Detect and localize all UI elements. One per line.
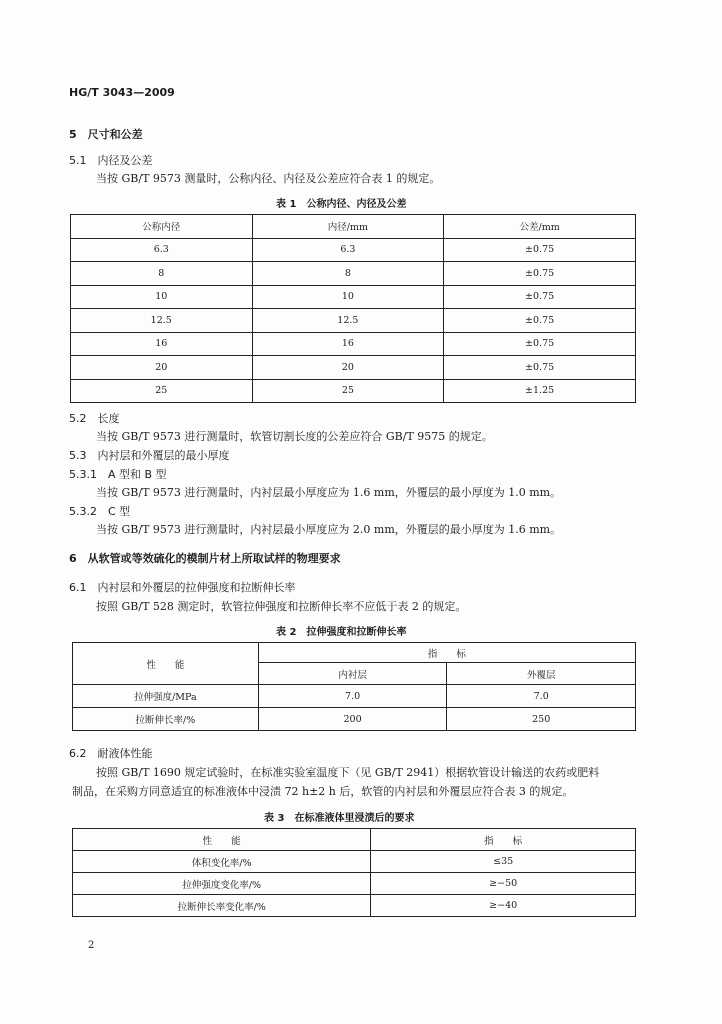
table-2-outer-layer-header: 外覆层	[447, 663, 636, 685]
section-5-3-2-title: 5.3.2 C 型	[69, 505, 131, 518]
table-cell: 12.5	[252, 309, 444, 333]
table-cell: 10	[252, 285, 444, 309]
table-cell: ±0.75	[444, 332, 636, 356]
table-cell: 20	[71, 356, 253, 380]
table-cell: ±0.75	[444, 285, 636, 309]
table-3-header-cell: 性 能	[73, 829, 371, 851]
page-number: 2	[88, 940, 95, 951]
section-5-title: 5 尺寸和公差	[69, 128, 143, 141]
table-cell: 7.0	[258, 685, 447, 708]
table-cell: ±0.75	[444, 309, 636, 333]
table-row	[73, 685, 636, 708]
section-6-2-title: 6.2 耐液体性能	[69, 747, 153, 760]
table-row	[71, 379, 636, 403]
section-6-1-title: 6.1 内衬层和外覆层的拉伸强度和拉断伸长率	[69, 581, 296, 594]
table-row	[71, 356, 636, 380]
table-cell: ≤35	[371, 851, 636, 873]
table-cell: 拉断伸长率变化率/%	[73, 895, 371, 917]
section-5-1-text: 当按 GB/T 9573 测量时，公称内径、内径及公差应符合表 1 的规定。	[96, 172, 441, 185]
section-5-1-title: 5.1 内径及公差	[69, 154, 153, 167]
table-1-header-cell: 内径/mm	[252, 215, 444, 239]
section-6-2-text-line-1: 按照 GB/T 1690 规定试验时，在标准实验室温度下（见 GB/T 2941）根据软管设计输送的农药或肥料	[96, 766, 600, 779]
table-cell: 拉伸强度/MPa	[73, 685, 259, 708]
table-cell: 8	[252, 262, 444, 286]
table-cell: ≥−40	[371, 895, 636, 917]
table-cell: ±0.75	[444, 356, 636, 380]
section-6-1-text: 按照 GB/T 528 测定时，软管拉伸强度和拉断伸长率不应低于表 2 的规定。	[96, 600, 467, 613]
table-1-header-cell: 公差/mm	[444, 215, 636, 239]
table-row	[73, 873, 636, 895]
table-3-header-cell: 指 标	[371, 829, 636, 851]
table-3	[72, 828, 636, 917]
table-cell: 200	[258, 708, 447, 731]
table-3-caption: 表 3 在标准液体里浸渍后的要求	[264, 813, 415, 824]
table-row	[73, 895, 636, 917]
table-cell: 25	[252, 379, 444, 403]
table-cell: 16	[71, 332, 253, 356]
table-cell: 25	[71, 379, 253, 403]
standard-number: HG/T 3043—2009	[69, 86, 175, 99]
section-5-2-text: 当按 GB/T 9573 进行测量时，软管切割长度的公差应符合 GB/T 9575 的规定。	[96, 430, 493, 443]
section-5-3-title: 5.3 内衬层和外覆层的最小厚度	[69, 449, 230, 462]
table-cell: 6.3	[252, 238, 444, 262]
table-cell: 6.3	[71, 238, 253, 262]
section-5-3-2-text: 当按 GB/T 9573 进行测量时，内衬层最小厚度应为 2.0 mm，外覆层的最小厚度为 1.6 mm。	[96, 523, 562, 536]
table-cell: 体积变化率/%	[73, 851, 371, 873]
table-cell: 250	[447, 708, 636, 731]
table-cell: ≥−50	[371, 873, 636, 895]
table-2-property-header: 性 能	[73, 643, 259, 685]
section-6-2-text-line-2: 制品，在采购方同意适宜的标准液体中浸渍 72 h±2 h 后，软管的内衬层和外覆层应符合表 3 的规定。	[72, 785, 574, 798]
table-2-index-header: 指 标	[258, 643, 635, 663]
section-6-title: 6 从软管或等效硫化的模制片材上所取试样的物理要求	[69, 552, 341, 565]
table-1-header-row	[71, 215, 636, 239]
table-row	[73, 708, 636, 731]
table-cell: ±1.25	[444, 379, 636, 403]
section-5-3-1-text: 当按 GB/T 9573 进行测量时，内衬层最小厚度应为 1.6 mm，外覆层的最小厚度为 1.0 mm。	[96, 486, 562, 499]
table-2	[72, 642, 636, 731]
table-cell: 12.5	[71, 309, 253, 333]
table-row	[71, 262, 636, 286]
table-cell: 10	[71, 285, 253, 309]
table-cell: 拉断伸长率/%	[73, 708, 259, 731]
table-2-header-row	[73, 643, 636, 663]
table-cell: 8	[71, 262, 253, 286]
table-1	[70, 214, 636, 403]
table-row	[73, 851, 636, 873]
table-cell: 20	[252, 356, 444, 380]
table-cell: ±0.75	[444, 262, 636, 286]
table-cell: 拉伸强度变化率/%	[73, 873, 371, 895]
table-2-inner-layer-header: 内衬层	[258, 663, 447, 685]
table-row	[71, 309, 636, 333]
table-row	[71, 332, 636, 356]
table-cell: 16	[252, 332, 444, 356]
table-cell: ±0.75	[444, 238, 636, 262]
table-cell: 7.0	[447, 685, 636, 708]
section-5-3-1-title: 5.3.1 A 型和 B 型	[69, 468, 167, 481]
section-5-2-title: 5.2 长度	[69, 412, 120, 425]
table-row	[71, 285, 636, 309]
table-1-caption: 表 1 公称内径、内径及公差	[276, 199, 407, 210]
table-3-header-row	[73, 829, 636, 851]
table-row	[71, 238, 636, 262]
table-1-header-cell: 公称内径	[71, 215, 253, 239]
table-2-caption: 表 2 拉伸强度和拉断伸长率	[276, 627, 407, 638]
